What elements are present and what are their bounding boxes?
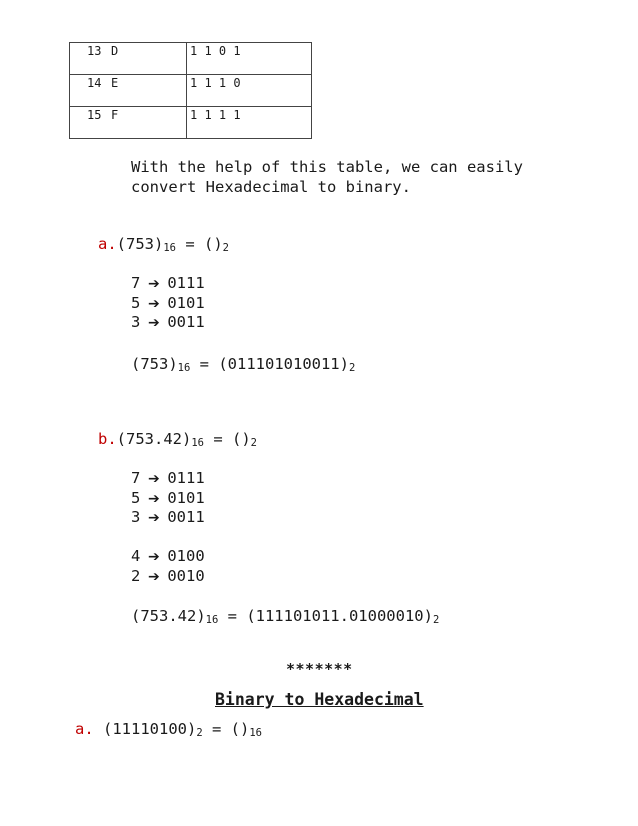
equation-lhs: (11110100) bbox=[93, 720, 197, 738]
arrow-icon: ➔ bbox=[147, 491, 160, 507]
equation-rhs: (111101011.01000010) bbox=[246, 607, 433, 625]
base-subscript: 16 bbox=[177, 362, 191, 374]
table-cell-hex bbox=[70, 75, 187, 107]
table-cell-hex bbox=[70, 43, 187, 75]
hex-value: E bbox=[111, 76, 119, 90]
hex-digit: 5 bbox=[131, 489, 141, 507]
equation-lhs: (753.42) bbox=[116, 430, 192, 448]
intro-line-2: convert Hexadecimal to binary. bbox=[131, 178, 411, 196]
arrow-icon: ➔ bbox=[147, 296, 160, 312]
conversion-row bbox=[131, 469, 205, 487]
arrow-icon: ➔ bbox=[147, 276, 160, 292]
hex-digit: 5 bbox=[131, 294, 141, 312]
table-cell-binary: 1 1 0 1 bbox=[187, 43, 312, 75]
conversion-row bbox=[131, 508, 205, 526]
example-b-equation bbox=[98, 430, 257, 448]
binary-bits: 0100 bbox=[167, 547, 205, 565]
binary-bits: 0010 bbox=[167, 567, 205, 585]
conversion-row bbox=[131, 547, 205, 565]
base-subscript: 2 bbox=[196, 727, 203, 739]
hex-value: F bbox=[111, 108, 119, 122]
arrow-icon: ➔ bbox=[147, 471, 160, 487]
table-cell-hex bbox=[70, 107, 187, 139]
hex-digit: 2 bbox=[131, 567, 141, 585]
table-row bbox=[70, 43, 312, 75]
table-row bbox=[70, 75, 312, 107]
decimal-value: 13 bbox=[87, 44, 102, 58]
equation-lhs: (753) bbox=[116, 235, 164, 253]
table-row bbox=[70, 107, 312, 139]
table-cell-binary: 1 1 1 1 bbox=[187, 107, 312, 139]
equation-rhs: () bbox=[231, 430, 251, 448]
example-c-equation bbox=[75, 720, 262, 738]
base-subscript: 2 bbox=[432, 614, 440, 626]
decimal-value: 15 bbox=[87, 108, 102, 122]
example-a-result bbox=[131, 355, 355, 373]
equals-sign: = bbox=[176, 235, 204, 253]
section-heading: Binary to Hexadecimal bbox=[215, 690, 424, 709]
base-subscript: 16 bbox=[163, 242, 176, 254]
intro-line-1: With the help of this table, we can easily bbox=[131, 158, 523, 176]
equals-sign: = bbox=[202, 720, 231, 738]
base-subscript: 16 bbox=[205, 614, 219, 626]
hex-binary-table bbox=[69, 42, 312, 139]
base-subscript: 2 bbox=[348, 362, 356, 374]
equation-lhs: (753) bbox=[131, 355, 178, 373]
binary-bits: 0101 bbox=[167, 489, 205, 507]
hex-digit: 3 bbox=[131, 313, 141, 331]
equals-sign: = bbox=[190, 355, 219, 373]
binary-bits: 0101 bbox=[167, 294, 205, 312]
binary-bits: 0011 bbox=[167, 508, 205, 526]
hex-digit: 7 bbox=[131, 469, 141, 487]
equals-sign: = bbox=[203, 430, 232, 448]
conversion-row bbox=[131, 294, 205, 312]
list-marker: a. bbox=[75, 720, 94, 738]
base-subscript: 2 bbox=[222, 242, 229, 254]
binary-bits: 0111 bbox=[167, 274, 205, 292]
hex-value: D bbox=[111, 44, 119, 58]
separator-stars: ******* bbox=[286, 660, 353, 678]
table-cell-binary: 1 1 1 0 bbox=[187, 75, 312, 107]
decimal-value: 14 bbox=[87, 76, 102, 90]
conversion-row bbox=[131, 489, 205, 507]
base-subscript: 16 bbox=[191, 437, 204, 449]
conversion-row bbox=[131, 274, 205, 292]
equation-lhs: (753.42) bbox=[131, 607, 206, 625]
list-marker: b. bbox=[98, 430, 117, 448]
equals-sign: = bbox=[218, 607, 247, 625]
base-subscript: 16 bbox=[249, 727, 262, 739]
arrow-icon: ➔ bbox=[147, 549, 160, 565]
hex-digit: 4 bbox=[131, 547, 141, 565]
binary-bits: 0111 bbox=[167, 469, 205, 487]
example-a-equation bbox=[98, 235, 229, 253]
equation-rhs: () bbox=[230, 720, 250, 738]
arrow-icon: ➔ bbox=[147, 510, 160, 526]
conversion-row bbox=[131, 567, 205, 585]
arrow-icon: ➔ bbox=[147, 315, 160, 331]
equation-rhs: (011101010011) bbox=[218, 355, 349, 373]
hex-digit: 3 bbox=[131, 508, 141, 526]
example-b-result bbox=[131, 607, 439, 625]
conversion-row bbox=[131, 313, 205, 331]
base-subscript: 2 bbox=[250, 437, 257, 449]
hex-digit: 7 bbox=[131, 274, 141, 292]
arrow-icon: ➔ bbox=[147, 569, 160, 585]
equation-rhs: () bbox=[204, 235, 223, 253]
binary-bits: 0011 bbox=[167, 313, 205, 331]
list-marker: a. bbox=[98, 235, 117, 253]
